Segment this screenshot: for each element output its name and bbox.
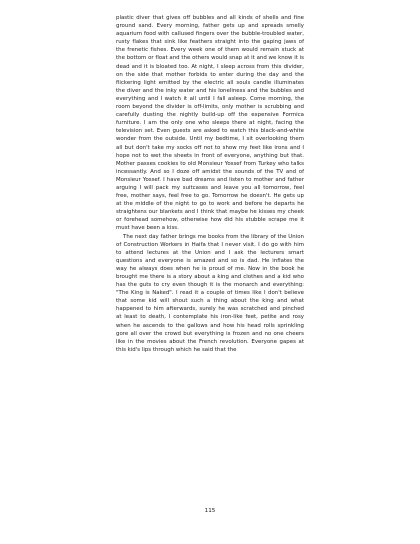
paragraph-1: plastic diver that gives off bubbles and all kinds of shells and fine ground sand. Every morning, father gets up and spreads smelly aquarium food with callused fingers over the bubble-troubled water, rusty flakes that sink like feathers straight into the gaping jaws of the frenetic fishes. Every week one of them would remain stuck at the bottom or float and the others would snap at it and we know it is dead and it is bloated too. At night, I sleep across from this divider, on the side that mother forbids to enter during the day and the flickering light emitted by the electric all souls candle illuminates the diver and the inky water and his loneliness and the bubbles and everything and I watch it all until I fall asleep. Come morning, the room beyond the divider is off-limits, only mother is scrubbing and carefully dusting the nightly build-up off the expensive Formica furniture. I am the only one who sleeps there at night, facing the television set. Even guests are asked to watch this black-and-white wonder from the outside. Until my bedtime, I sit overlooking them all but don't take my socks off not to show my feet like irons and I hope not to wet the sheets in front of everyone, anything but that. Mother passes cookies to old Monsieur Yossef from Turkey who talks incessantly. And so I doze off amidst the sounds of the TV and of Monsieur Yossef. I have bad dreams and listen to mother and father arguing I will pack my suitcases and leave you all tomorrow, feel free, mother says, feel free to go. Tomorrow he doesn't. He gets up at the middle of the night to go to work and before he departs he straightens our blankets and I think that maybe he kisses my cheek or forehead somehow, otherwise how did his stubble scrape me it must have been a kiss. xyxy=(116,15,304,232)
paragraph-2: The next day father brings me books from the library of the Union of Construction Workers in Haifa that I never visit. I do go with him to attend lectures at the Union and I ask the lecturers smart questions and everyone is amazed and so is dad. He inflates the way he always does when he is proud of me. Now in the book he brought me there is a story about a king and clothes and a kid who has the guts to cry even though it is the monarch and everything: "The King is Naked". I read it a couple of times like I don't believe that some kid will shout such a thing about the king and what happened to him afterwards, surely he was scratched and pinched at least to death, I contemplate his iron-like feet, petite and rosy when he ascends to the gallows and how his head rolls sprinkling gore all over the crowd but everything is frozen and no one cheers like in the movies about the French revolution. Everyone gapes at this kid's lips through which he said that the xyxy=(116,233,304,353)
book-page xyxy=(116,14,304,514)
page-number: 115 xyxy=(204,508,216,514)
body-text xyxy=(116,14,304,354)
